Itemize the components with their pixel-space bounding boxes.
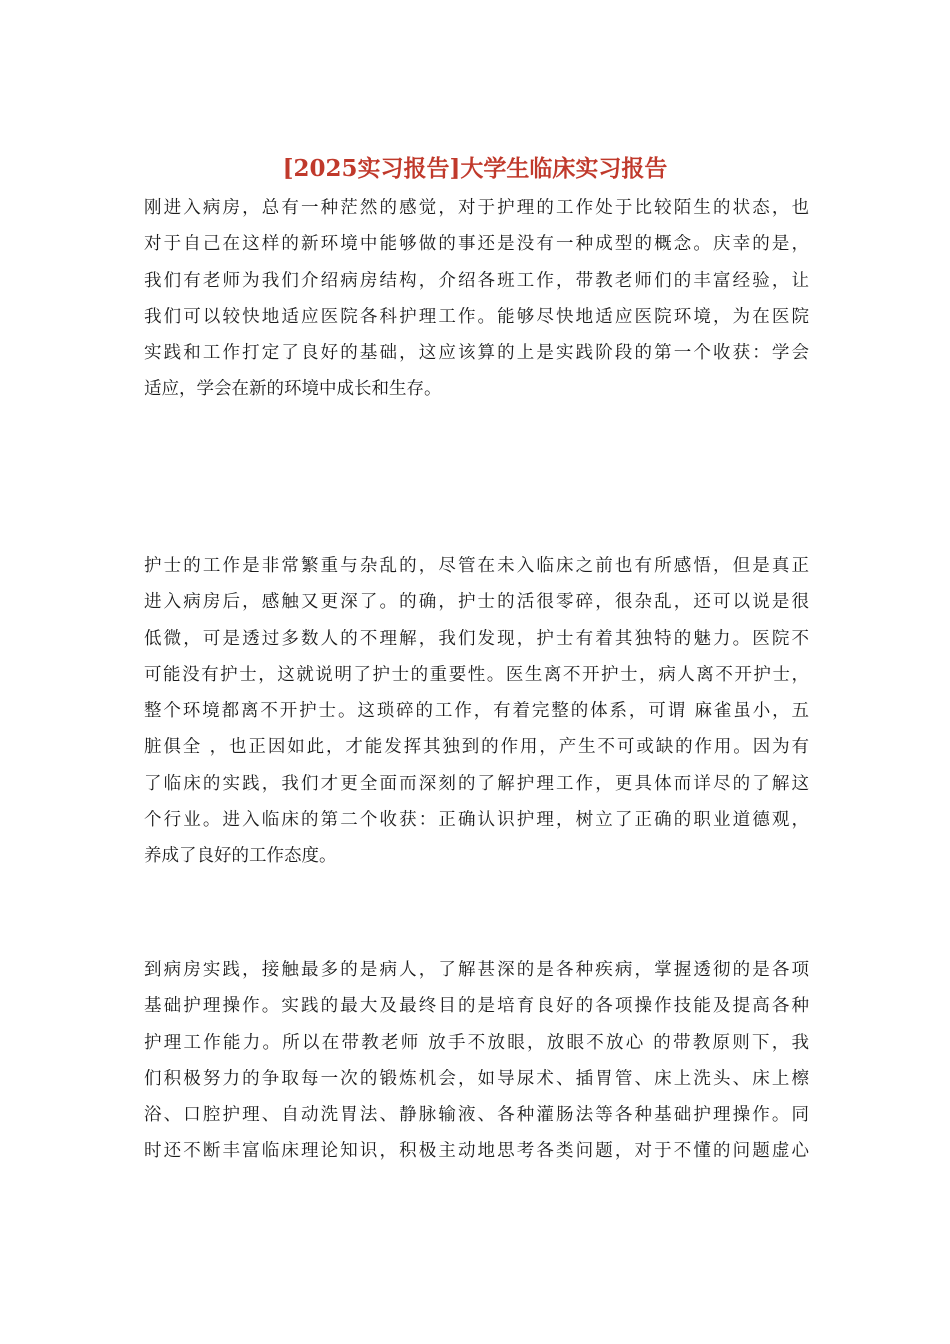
paragraph-line: 适应，学会在新的环境中成长和生存。 [144,379,442,400]
paragraph-line: 个行业。进入临床的第二个收获：正确认识护理，树立了正确的职业道德观， [144,810,809,831]
document-title: [2025实习报告]大学生临床实习报告 [282,155,668,182]
paragraph-line: 刚进入病房，总有一种茫然的感觉，对于护理的工作处于比较陌生的状态，也 [144,198,809,218]
paragraph-line: 基础护理操作。实践的最大及最终目的是培育良好的各项操作技能及提高各种 [144,996,809,1017]
paragraph-line: 了临床的实践，我们才更全面而深刻的了解护理工作，更具体而详尽的了解这 [144,773,809,794]
paragraph-line: 实践和工作打定了良好的基础，这应该算的上是实践阶段的第一个收获：学会 [144,343,809,364]
paragraph-line: 时还不断丰富临床理论知识，积极主动地思考各类问题，对于不懂的问题虚心 [144,1141,809,1162]
paragraph-line: 我们有老师为我们介绍病房结构，介绍各班工作，带教老师们的丰富经验，让 [144,270,809,291]
paragraph-3 [144,952,809,1170]
paragraph-line: 护士的工作是非常繁重与杂乱的，尽管在未入临床之前也有所感悟，但是真正 [144,556,809,576]
paragraph-line: 低微，可是透过多数人的不理解，我们发现，护士有着其独特的魅力。医院不 [144,628,809,649]
paragraph-line: 整个环境都离不开护士。这琐碎的工作，有着完整的体系，可谓 麻雀虽小，五 [144,701,809,722]
paragraph-line: 们积极努力的争取每一次的锻炼机会，如导尿术、插胃管、床上洗头、床上檫 [144,1068,809,1089]
paragraph-line: 脏俱全 ，也正因如此，才能发挥其独到的作用，产生不可或缺的作用。因为有 [144,737,809,758]
paragraph-line: 可能没有护士，这就说明了护士的重要性。医生离不开护士，病人离不开护士， [144,664,809,685]
paragraph-line: 养成了良好的工作态度。 [144,846,337,867]
paragraph-2 [144,548,809,875]
paragraph-line: 对于自己在这样的新环境中能够做的事还是没有一种成型的概念。庆幸的是， [144,234,809,255]
paragraph-1 [144,190,809,408]
paragraph-line: 进入病房后，感触又更深了。的确，护士的活很零碎，很杂乱，还可以说是很 [144,592,809,613]
paragraph-line: 我们可以较快地适应医院各科护理工作。能够尽快地适应医院环境，为在医院 [144,306,809,327]
paragraph-line: 浴、口腔护理、自动洗胃法、静脉输液、各种灌肠法等各种基础护理操作。同 [144,1105,809,1126]
paragraph-line: 到病房实践，接触最多的是病人，了解甚深的是各种疾病，掌握透彻的是各项 [144,960,809,980]
paragraph-line: 护理工作能力。所以在带教老师 放手不放眼，放眼不放心 的带教原则下，我 [144,1032,809,1053]
